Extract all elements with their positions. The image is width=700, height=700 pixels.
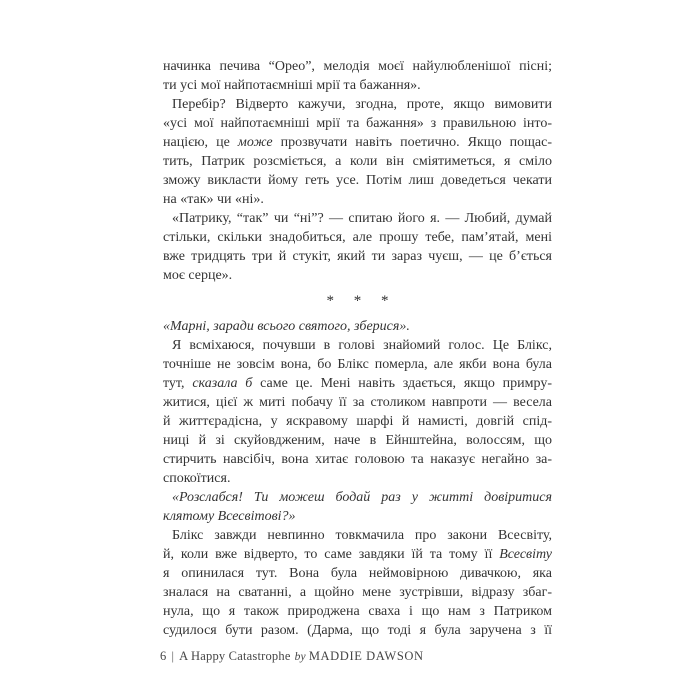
text-line [163, 431, 552, 450]
text-line [163, 621, 552, 640]
body-text: «усі мої найпотаємніші мрії та бажання» з правильною інто- [163, 116, 552, 131]
body-text: саме це. Мені навіть здається, якщо примру- [252, 376, 552, 391]
body-text: тить, Патрик розсміється, а коли він сміятиметься, я сміло [163, 154, 552, 169]
text-line [163, 393, 552, 412]
body-text: нула, що я також природжена сваха і що нам з Патриком [163, 604, 552, 619]
text-line [163, 602, 552, 621]
italic-text: клятому Всесвітові?» [163, 509, 296, 524]
italic-text: «Марні, заради всього святого, зберися». [163, 319, 410, 334]
body-text: на «так» чи «ні». [163, 192, 264, 207]
body-text: ниці й зі скуйовдженим, наче в Ейнштейна, волоссям, що [163, 433, 552, 448]
body-text: житися, цієї ж миті побачу її за столиком навпроти — весела [163, 395, 552, 410]
text-line [163, 152, 552, 171]
body-text: точніше не зовсім вона, бо Блікс померла, але якби вона була [163, 357, 552, 372]
body-text: зналася на сватанні, а щойно мене зустрівши, відразу збаг- [163, 585, 552, 600]
page-footer [160, 649, 424, 665]
text-line [163, 526, 552, 545]
body-text: зможу викласти йому геть усе. Потім лиш доведеться чекати [163, 173, 552, 188]
body-text: й життєрадісна, у яскравому шарфі й намисті, довгій спід- [163, 414, 552, 429]
text-line [163, 247, 552, 266]
text-line [163, 507, 552, 526]
body-text: начинка печива “Орео”, мелодія моєї найулюбленішої пісні; [163, 59, 552, 74]
body-text: Я всміхаюся, почувши в голові знайомий голос. Це Блікс, [172, 338, 552, 353]
text-line [163, 209, 552, 228]
text-line [163, 228, 552, 247]
page-number: 6 [160, 649, 167, 663]
footer-by-label: by [294, 651, 306, 663]
text-line [163, 412, 552, 431]
body-text: тут, [163, 376, 193, 391]
body-text: нацією, це [163, 135, 238, 150]
footer-divider: | [171, 649, 175, 663]
text-line [163, 469, 552, 488]
text-line [163, 488, 552, 507]
text-line [163, 133, 552, 152]
italic-text: Всесвіту [499, 547, 552, 562]
book-title: A Happy Catastrophe [179, 649, 291, 663]
text-line [163, 545, 552, 564]
text-line [163, 76, 552, 95]
body-text: «Патрику, “так” чи “ні”? — спитаю його я. — Любий, думай [172, 211, 552, 226]
body-text: стирчить навсібіч, вона хитає головою та наказує негайно за- [163, 452, 552, 467]
italic-text: може [237, 135, 273, 150]
italic-text: «Розслабся! Ти можеш бодай раз у житті довіритися [172, 490, 552, 505]
text-line [163, 190, 552, 209]
text-line [163, 171, 552, 190]
body-text: судилося бути разом. (Дарма, що тоді я була заручена з її [163, 623, 552, 638]
text-line [163, 355, 552, 374]
text-line [163, 450, 552, 469]
body-text: стільки, скільки знадобиться, але прошу тебе, пам’ятай, мені [163, 230, 552, 245]
text-line [163, 564, 552, 583]
text-line [163, 583, 552, 602]
body-text: ти усі мої найпотаємніші мрії та бажання». [163, 78, 421, 93]
book-author: MADDIE DAWSON [308, 649, 424, 663]
body-text: вже тридцять три й стукіт, який ти зараз чуєш, — це б’ється [163, 249, 552, 264]
italic-text: сказала б [192, 376, 253, 391]
text-line [163, 336, 552, 355]
text-line [163, 266, 552, 285]
body-text: я опинилася тут. Вона була неймовірною дивачкою, яка [163, 566, 552, 581]
body-text: й, коли вже відверто, то саме завдяки їй та тому її [163, 547, 500, 562]
text-line [163, 114, 552, 133]
text-line [163, 95, 552, 114]
body-text: моє серце». [163, 268, 233, 283]
text-line [163, 57, 552, 76]
body-text: спокоїтися. [163, 471, 231, 486]
body-text: Перебір? Відверто кажучи, згодна, проте, якщо вимовити [172, 97, 552, 112]
body-text: прозвучати навіть поетично. Якщо пощас- [272, 135, 553, 150]
text-line [163, 317, 552, 336]
section-break: * * * [326, 293, 397, 309]
text-block [163, 57, 552, 640]
body-text: Блікс завжди невпинно товкмачила про закони Всесвіту, [172, 528, 552, 543]
text-line [163, 374, 552, 393]
